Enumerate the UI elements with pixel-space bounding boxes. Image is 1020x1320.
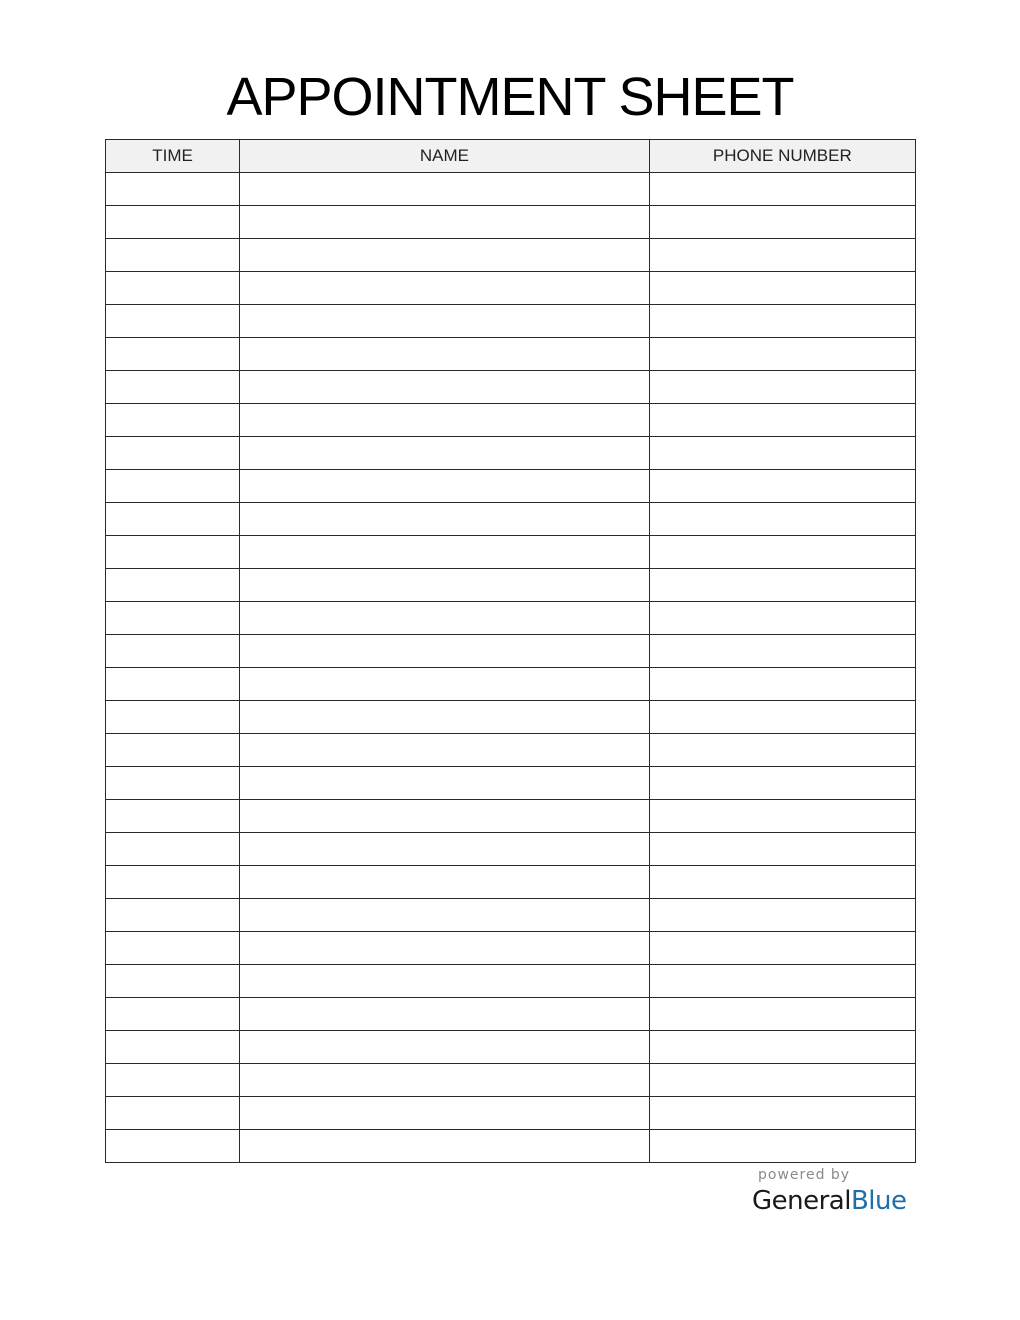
table-row bbox=[106, 206, 916, 239]
name-cell[interactable] bbox=[240, 536, 650, 569]
table-row bbox=[106, 1130, 916, 1163]
table-row bbox=[106, 965, 916, 998]
column-header-time: TIME bbox=[106, 140, 240, 173]
phone-number-cell[interactable] bbox=[649, 1064, 915, 1097]
time-cell[interactable] bbox=[106, 602, 240, 635]
name-cell[interactable] bbox=[240, 338, 650, 371]
phone-number-cell[interactable] bbox=[649, 602, 915, 635]
time-cell[interactable] bbox=[106, 503, 240, 536]
time-cell[interactable] bbox=[106, 833, 240, 866]
name-cell[interactable] bbox=[240, 866, 650, 899]
name-cell[interactable] bbox=[240, 635, 650, 668]
table-row bbox=[106, 569, 916, 602]
name-cell[interactable] bbox=[240, 272, 650, 305]
time-cell[interactable] bbox=[106, 371, 240, 404]
phone-number-cell[interactable] bbox=[649, 1097, 915, 1130]
time-cell[interactable] bbox=[106, 338, 240, 371]
time-cell[interactable] bbox=[106, 1031, 240, 1064]
name-cell[interactable] bbox=[240, 734, 650, 767]
table-row bbox=[106, 371, 916, 404]
table-row bbox=[106, 767, 916, 800]
table-row bbox=[106, 668, 916, 701]
time-cell[interactable] bbox=[106, 470, 240, 503]
time-cell[interactable] bbox=[106, 965, 240, 998]
phone-number-cell[interactable] bbox=[649, 404, 915, 437]
phone-number-cell[interactable] bbox=[649, 800, 915, 833]
column-header-phone-number: PHONE NUMBER bbox=[649, 140, 915, 173]
phone-number-cell[interactable] bbox=[649, 272, 915, 305]
name-cell[interactable] bbox=[240, 305, 650, 338]
phone-number-cell[interactable] bbox=[649, 899, 915, 932]
time-cell[interactable] bbox=[106, 536, 240, 569]
table-row bbox=[106, 998, 916, 1031]
name-cell[interactable] bbox=[240, 470, 650, 503]
phone-number-cell[interactable] bbox=[649, 239, 915, 272]
time-cell[interactable] bbox=[106, 932, 240, 965]
table-row bbox=[106, 932, 916, 965]
table-row bbox=[106, 404, 916, 437]
phone-number-cell[interactable] bbox=[649, 767, 915, 800]
table-row bbox=[106, 305, 916, 338]
table-header-row bbox=[106, 140, 916, 173]
column-header-name: NAME bbox=[240, 140, 650, 173]
time-cell[interactable] bbox=[106, 272, 240, 305]
table-row bbox=[106, 470, 916, 503]
phone-number-cell[interactable] bbox=[649, 635, 915, 668]
phone-number-cell[interactable] bbox=[649, 470, 915, 503]
phone-number-cell[interactable] bbox=[649, 734, 915, 767]
time-cell[interactable] bbox=[106, 1130, 240, 1163]
phone-number-cell[interactable] bbox=[649, 1031, 915, 1064]
name-cell[interactable] bbox=[240, 437, 650, 470]
time-cell[interactable] bbox=[106, 569, 240, 602]
table-row bbox=[106, 899, 916, 932]
name-cell[interactable] bbox=[240, 998, 650, 1031]
time-cell[interactable] bbox=[106, 404, 240, 437]
phone-number-cell[interactable] bbox=[649, 998, 915, 1031]
phone-number-cell[interactable] bbox=[649, 833, 915, 866]
name-cell[interactable] bbox=[240, 767, 650, 800]
phone-number-cell[interactable] bbox=[649, 371, 915, 404]
time-cell[interactable] bbox=[106, 998, 240, 1031]
name-cell[interactable] bbox=[240, 1031, 650, 1064]
table-row bbox=[106, 833, 916, 866]
name-cell[interactable] bbox=[240, 173, 650, 206]
name-cell[interactable] bbox=[240, 965, 650, 998]
page-title: APPOINTMENT SHEET bbox=[226, 67, 794, 127]
name-cell[interactable] bbox=[240, 1097, 650, 1130]
phone-number-cell[interactable] bbox=[649, 305, 915, 338]
logo-text-blue: Blue bbox=[850, 1186, 907, 1216]
name-cell[interactable] bbox=[240, 701, 650, 734]
table-row bbox=[106, 503, 916, 536]
name-cell[interactable] bbox=[240, 899, 650, 932]
name-cell[interactable] bbox=[240, 602, 650, 635]
phone-number-cell[interactable] bbox=[649, 536, 915, 569]
time-cell[interactable] bbox=[106, 1064, 240, 1097]
name-cell[interactable] bbox=[240, 371, 650, 404]
time-cell[interactable] bbox=[106, 800, 240, 833]
phone-number-cell[interactable] bbox=[649, 701, 915, 734]
time-cell[interactable] bbox=[106, 668, 240, 701]
phone-number-cell[interactable] bbox=[649, 503, 915, 536]
table-row bbox=[106, 173, 916, 206]
time-cell[interactable] bbox=[106, 899, 240, 932]
table-row bbox=[106, 635, 916, 668]
table-row bbox=[106, 701, 916, 734]
phone-number-cell[interactable] bbox=[649, 965, 915, 998]
powered-by-text: powered by bbox=[758, 1167, 851, 1183]
name-cell[interactable] bbox=[240, 239, 650, 272]
table-row bbox=[106, 1064, 916, 1097]
table-row bbox=[106, 866, 916, 899]
time-cell[interactable] bbox=[106, 635, 240, 668]
table-row bbox=[106, 734, 916, 767]
table-row bbox=[106, 1031, 916, 1064]
name-cell[interactable] bbox=[240, 1064, 650, 1097]
name-cell[interactable] bbox=[240, 503, 650, 536]
name-cell[interactable] bbox=[240, 833, 650, 866]
time-cell[interactable] bbox=[106, 173, 240, 206]
phone-number-cell[interactable] bbox=[649, 338, 915, 371]
table-row bbox=[106, 338, 916, 371]
name-cell[interactable] bbox=[240, 932, 650, 965]
phone-number-cell[interactable] bbox=[649, 206, 915, 239]
table-row bbox=[106, 437, 916, 470]
table-row bbox=[106, 536, 916, 569]
name-cell[interactable] bbox=[240, 206, 650, 239]
time-cell[interactable] bbox=[106, 734, 240, 767]
time-cell[interactable] bbox=[106, 866, 240, 899]
phone-number-cell[interactable] bbox=[649, 569, 915, 602]
name-cell[interactable] bbox=[240, 668, 650, 701]
time-cell[interactable] bbox=[106, 767, 240, 800]
time-cell[interactable] bbox=[106, 239, 240, 272]
table-row bbox=[106, 602, 916, 635]
time-cell[interactable] bbox=[106, 437, 240, 470]
phone-number-cell[interactable] bbox=[649, 173, 915, 206]
time-cell[interactable] bbox=[106, 1097, 240, 1130]
logo-text-general: General bbox=[752, 1186, 851, 1216]
time-cell[interactable] bbox=[106, 701, 240, 734]
generalblue-logo bbox=[752, 1184, 912, 1218]
phone-number-cell[interactable] bbox=[649, 866, 915, 899]
name-cell[interactable] bbox=[240, 569, 650, 602]
table-body bbox=[106, 173, 916, 1163]
time-cell[interactable] bbox=[106, 305, 240, 338]
phone-number-cell[interactable] bbox=[649, 437, 915, 470]
phone-number-cell[interactable] bbox=[649, 1130, 915, 1163]
time-cell[interactable] bbox=[106, 206, 240, 239]
phone-number-cell[interactable] bbox=[649, 932, 915, 965]
name-cell[interactable] bbox=[240, 404, 650, 437]
table-row bbox=[106, 239, 916, 272]
table-row bbox=[106, 1097, 916, 1130]
appointment-table bbox=[105, 139, 916, 1163]
table-row bbox=[106, 272, 916, 305]
phone-number-cell[interactable] bbox=[649, 668, 915, 701]
table-row bbox=[106, 800, 916, 833]
name-cell[interactable] bbox=[240, 1130, 650, 1163]
name-cell[interactable] bbox=[240, 800, 650, 833]
branding bbox=[752, 1166, 912, 1218]
